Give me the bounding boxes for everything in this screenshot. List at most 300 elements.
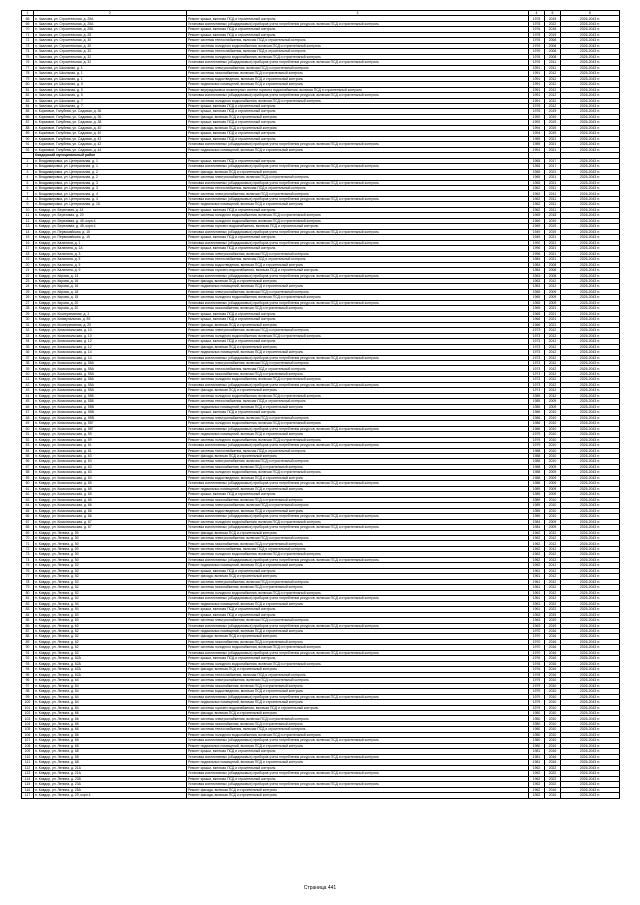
planned-period-cell: 2026-2043 гг.: [561, 32, 620, 37]
last-repair-year-cell: 2019: [545, 120, 561, 125]
work-type-cell: Установка коллективных (общедомовых) приборов учета потребления ресурсов, включая ПСД и строительный контроль: [187, 694, 529, 699]
build-year-cell: 1963: [529, 623, 545, 628]
row-number: 9: [22, 202, 34, 207]
address-cell: п. Кормовое, Голубева, ул. Садовая, д. 44: [34, 147, 187, 152]
work-type-cell: Ремонт системы водоотведения, включая ПСД и строительный контроль: [187, 475, 529, 480]
work-type-cell: Ремонт подвальных помещений, включая ПСД и строительный контроль: [187, 601, 529, 606]
planned-period-cell: 2026-2043 гг.: [561, 65, 620, 70]
address-cell: п. Ковдор, ул. Комсомольская, д. 14: [34, 355, 187, 360]
address-cell: п. Ковдор, ул. Кирова, д. 18: [34, 295, 187, 300]
planned-period-cell: 2026-2043 гг.: [561, 557, 620, 562]
planned-period-cell: 2026-2043 гг.: [561, 503, 620, 508]
work-type-cell: Установка коллективных (общедомовых) приборов учета потребления ресурсов, включая ПСД и строительный контроль: [187, 782, 529, 787]
row-number: 2: [22, 164, 34, 169]
build-year-cell: 1969: [529, 213, 545, 218]
address-cell: п. Владимировка, ул. Центральная, д. 4: [34, 191, 187, 196]
planned-period-cell: 2026-2043 гг.: [561, 125, 620, 130]
build-year-cell: 1973: [529, 333, 545, 338]
last-repair-year-cell: 2010: [545, 459, 561, 464]
work-type-cell: Ремонт системы теплоснабжения, включая ПСД и строительный контроль: [187, 448, 529, 453]
planned-period-cell: 2026-2043 гг.: [561, 623, 620, 628]
row-number: 58: [22, 470, 34, 475]
last-repair-year-cell: 2010: [545, 683, 561, 688]
planned-period-cell: 2026-2043 гг.: [561, 628, 620, 633]
work-type-cell: Ремонт подвальных помещений, включая ПСД и строительный контроль: [187, 628, 529, 633]
row-number: 101: [22, 705, 34, 710]
planned-period-cell: 2026-2043 гг.: [561, 574, 620, 579]
last-repair-year-cell: 2008: [545, 54, 561, 59]
address-cell: п. Ковдор, ул. Комсомольская, д. 63: [34, 475, 187, 480]
row-number: 48: [22, 415, 34, 420]
build-year-cell: 1970: [529, 645, 545, 650]
last-repair-year-cell: 2012: [545, 579, 561, 584]
work-type-cell: Ремонт крыши, включая ПСД и строительный контроль: [187, 339, 529, 344]
address-cell: п. Ковдор, ул. Калинина, д. 1А: [34, 246, 187, 251]
work-type-cell: Ремонт системы электроснабжения, включая ПСД и строительный контроль: [187, 678, 529, 683]
build-year-cell: 1996: [529, 251, 545, 256]
row-number: 7: [22, 191, 34, 196]
work-type-cell: Ремонт системы холодного водоснабжения, включая ПСД и строительный контроль: [187, 54, 529, 59]
planned-period-cell: 2026-2043 гг.: [561, 278, 620, 283]
build-year-cell: 1973: [529, 328, 545, 333]
build-year-cell: 1979: [529, 437, 545, 442]
planned-period-cell: 2026-2043 гг.: [561, 158, 620, 163]
last-repair-year-cell: 2009: [545, 404, 561, 409]
address-cell: п. Ковдор, ул. Комсомольская, д. 14: [34, 350, 187, 355]
build-year-cell: 1980: [529, 716, 545, 721]
address-cell: п. Чкалова, ул. Строительная, д. 25А: [34, 21, 187, 26]
address-cell: п. Ковдор, ул. Комсомольская, д. 55А: [34, 377, 187, 382]
last-repair-year-cell: 2016: [545, 628, 561, 633]
row-number: 19: [22, 257, 34, 262]
build-year-cell: 1963: [529, 273, 545, 278]
address-cell: п. Ковдор, ул. Калинина, д. 3: [34, 251, 187, 256]
work-type-cell: Ремонт крыши, включая ПСД и строительный контроль: [187, 612, 529, 617]
work-type-cell: Ремонт фасада, включая ПСД и строительный контроль: [187, 787, 529, 792]
address-cell: п. Ковдор, ул. Комсомольская, д. 10: [34, 328, 187, 333]
work-type-cell: Установка коллективных (общедомовых) приборов учета потребления ресурсов, включая ПСД и строительный контроль: [187, 514, 529, 519]
row-number: 73: [22, 552, 34, 557]
build-year-cell: 1979: [529, 705, 545, 710]
build-year-cell: 1963: [529, 278, 545, 283]
address-cell: п. Ковдор, ул. Комсомольская, д. 59: [34, 437, 187, 442]
work-type-cell: Установка коллективных (общедомовых) приборов учета потребления ресурсов, включая ПСД и строительный контроль: [187, 382, 529, 387]
planned-period-cell: 2026-2043 гг.: [561, 579, 620, 584]
build-year-cell: 1973: [529, 355, 545, 360]
build-year-cell: 1965: [529, 180, 545, 185]
planned-period-cell: 2026-2043 гг.: [561, 311, 620, 316]
build-year-cell: 1962: [529, 196, 545, 201]
work-type-cell: Ремонт системы холодного водоснабжения, включая ПСД и строительный контроль: [187, 98, 529, 103]
planned-period-cell: 2026-2043 гг.: [561, 218, 620, 223]
row-number: 14: [22, 229, 34, 234]
last-repair-year-cell: 2009: [545, 289, 561, 294]
row-number: 86: [22, 114, 34, 119]
build-year-cell: 1961: [529, 568, 545, 573]
row-number: 44: [22, 393, 34, 398]
work-type-cell: Ремонт системы электроснабжения, включая ПСД и строительный контроль: [187, 716, 529, 721]
address-cell: п. Ковдор, ул. Ленина, д. 62А: [34, 661, 187, 666]
address-cell: п. Ковдор, ул. Ленина, д. 66: [34, 743, 187, 748]
build-year-cell: 1970: [529, 639, 545, 644]
last-repair-year-cell: 2019: [545, 109, 561, 114]
work-type-cell: Ремонт системы электроснабжения, включая ПСД и строительный контроль: [187, 328, 529, 333]
last-repair-year-cell: 2017: [545, 164, 561, 169]
last-repair-year-cell: 2021: [545, 142, 561, 147]
row-number: 80: [22, 590, 34, 595]
build-year-cell: 1980: [529, 721, 545, 726]
row-number: 56: [22, 459, 34, 464]
planned-period-cell: 2026-2043 гг.: [561, 246, 620, 251]
row-number: 90: [22, 645, 34, 650]
row-number: 39: [22, 366, 34, 371]
work-type-cell: Ремонт системы электроснабжения, включая ПСД и строительный контроль: [187, 503, 529, 508]
planned-period-cell: 2026-2043 гг.: [561, 536, 620, 541]
build-year-cell: 1980: [529, 738, 545, 743]
address-cell: п. Ковдор, ул. Комсомольская, д. 63: [34, 459, 187, 464]
address-cell: п. Ковдор, ул. Ленина, д. 64: [34, 705, 187, 710]
row-number: 107: [22, 738, 34, 743]
row-number: 12: [22, 218, 34, 223]
address-cell: п. Владимировка, ул. Центральная, д. 15: [34, 202, 187, 207]
planned-period-cell: 2026-2043 гг.: [561, 164, 620, 169]
last-repair-year-cell: 2009: [545, 399, 561, 404]
address-cell: п. Ковдор, ул. Ленина, д. 66: [34, 732, 187, 737]
row-number: 89: [22, 131, 34, 136]
build-year-cell: 1961: [529, 590, 545, 595]
row-number: 32: [22, 328, 34, 333]
last-repair-year-cell: 2010: [545, 721, 561, 726]
row-number: 10: [22, 207, 34, 212]
last-repair-year-cell: 2010: [545, 508, 561, 513]
address-cell: п. Ковдор, ул. Ленина, д. 62А: [34, 667, 187, 672]
row-number: 71: [22, 32, 34, 37]
last-repair-year-cell: 2010: [545, 743, 561, 748]
last-repair-year-cell: 2010: [545, 711, 561, 716]
work-type-cell: Установка коллективных (общедомовых) приборов учета потребления ресурсов, включая ПСД и строительный контроль: [187, 229, 529, 234]
build-year-cell: 1984: [529, 262, 545, 267]
work-type-cell: Ремонт системы теплоснабжения, включая ПСД и строительный контроль: [187, 186, 529, 191]
build-year-cell: 1976: [529, 60, 545, 65]
work-type-cell: Установка коллективных (общедомовых) приборов учета потребления ресурсов, включая ПСД и строительный контроль: [187, 93, 529, 98]
work-type-cell: Ремонт системы теплоснабжения, включая ПСД и строительный контроль: [187, 257, 529, 262]
address-cell: п. Ковдор, ул. Ленина, д. 64: [34, 694, 187, 699]
last-repair-year-cell: 2012: [545, 530, 561, 535]
row-number: 113: [22, 771, 34, 776]
address-cell: п. Ковдор, ул. Ленина, д. 60: [34, 618, 187, 623]
work-type-cell: Ремонт подвальных помещений, включая ПСД и строительный контроль: [187, 700, 529, 705]
work-type-cell: Ремонт системы газоснабжения, включая ПСД и строительный контроль: [187, 721, 529, 726]
last-repair-year-cell: 2012: [545, 546, 561, 551]
planned-period-cell: 2026-2043 гг.: [561, 16, 620, 21]
table-body: [22, 11, 620, 799]
address-cell: п. Чкалова, ул. Школьная, д. 7: [34, 103, 187, 108]
build-year-cell: 1989: [529, 142, 545, 147]
work-type-cell: Ремонт фасада, включая ПСД и строительный контроль: [187, 453, 529, 458]
address-cell: п. Ковдор, ул. Ленина, д. 54: [34, 601, 187, 606]
address-cell: п. Ковдор, ул. Комсомольская, д. 66: [34, 508, 187, 513]
planned-period-cell: 2026-2043 гг.: [561, 136, 620, 141]
last-repair-year-cell: 2012: [545, 568, 561, 573]
row-number: 90: [22, 136, 34, 141]
row-number: 49: [22, 421, 34, 426]
work-type-cell: Ремонт системы газоснабжения, включая ПСД и строительный контроль: [187, 306, 529, 311]
planned-period-cell: 2026-2043 гг.: [561, 716, 620, 721]
build-year-cell: 1949: [529, 229, 545, 234]
planned-period-cell: 2026-2043 гг.: [561, 213, 620, 218]
last-repair-year-cell: 2021: [545, 251, 561, 256]
planned-period-cell: 2026-2043 гг.: [561, 678, 620, 683]
table-row: [22, 793, 620, 798]
address-cell: п. Ковдор, ул. Ленина, д. 29, корп.4: [34, 793, 187, 798]
work-type-cell: Ремонт подвальных помещений, включая ПСД и строительный контроль: [187, 147, 529, 152]
build-year-cell: 1973: [529, 388, 545, 393]
row-number: 24: [22, 284, 34, 289]
row-number: 88: [22, 125, 34, 130]
planned-period-cell: 2026-2043 гг.: [561, 196, 620, 201]
last-repair-year-cell: 2012: [545, 328, 561, 333]
work-type-cell: Ремонт системы холодного водоснабжения, включая ПСД и строительный контроль: [187, 732, 529, 737]
build-year-cell: 1963: [529, 284, 545, 289]
last-repair-year-cell: 2010: [545, 497, 561, 502]
address-cell: п. Ковдор, ул. Кирова, д. 16: [34, 278, 187, 283]
last-repair-year-cell: 2012: [545, 361, 561, 366]
last-repair-year-cell: 2019: [545, 224, 561, 229]
address-cell: п. Ковдор, ул. Ленина, д. 50: [34, 546, 187, 551]
address-cell: п. Чкалова, ул. Школьная, д. 7: [34, 98, 187, 103]
planned-period-cell: 2026-2043 гг.: [561, 639, 620, 644]
address-cell: п. Ковдор, ул. Комсомольская, д. 65: [34, 486, 187, 491]
row-number: 115: [22, 782, 34, 787]
address-cell: п. Ковдор, ул. Комсомольская, д. 55Г: [34, 421, 187, 426]
row-number: 111: [22, 760, 34, 765]
last-repair-year-cell: 2009: [545, 486, 561, 491]
build-year-cell: 1989: [529, 503, 545, 508]
row-number: 3: [22, 169, 34, 174]
planned-period-cell: 2026-2043 гг.: [561, 530, 620, 535]
address-cell: п. Ковдор, ул. Комсомольская, д. 55А: [34, 382, 187, 387]
address-cell: п. Ковдор, ул. Кирова, д. 20: [34, 306, 187, 311]
address-cell: п. Ковдор, ул. Комсомольская, д. 66: [34, 514, 187, 519]
address-cell: п. Ковдор, ул. Ленина, д. 66: [34, 721, 187, 726]
build-year-cell: 1988: [529, 453, 545, 458]
row-number: 15: [22, 235, 34, 240]
address-cell: п. Ковдор, ул. Ленина, д. 68: [34, 754, 187, 759]
address-cell: п. Ковдор, ул. Береговая, д. 14: [34, 207, 187, 212]
last-repair-year-cell: 2012: [545, 536, 561, 541]
last-repair-year-cell: 2012: [545, 574, 561, 579]
address-cell: п. Ковдор, ул. Березовая, д. 20: [34, 213, 187, 218]
work-type-cell: Ремонт подвальных помещений, включая ПСД и строительный контроль: [187, 404, 529, 409]
address-cell: п. Кормовое, Голубева, ул. Садовая, д. 42: [34, 136, 187, 141]
work-type-cell: Ремонт фасада, включая ПСД и строительный контроль: [187, 169, 529, 174]
address-cell: п. Кормовое, Голубева, ул. Садовая, д. 40: [34, 125, 187, 130]
planned-period-cell: 2026-2043 гг.: [561, 607, 620, 612]
row-number: 80: [22, 82, 34, 87]
planned-period-cell: 2026-2043 гг.: [561, 492, 620, 497]
planned-period-cell: 2026-2043 гг.: [561, 339, 620, 344]
last-repair-year-cell: 2021: [545, 306, 561, 311]
row-number: 93: [22, 661, 34, 666]
last-repair-year-cell: 2010: [545, 700, 561, 705]
work-type-cell: Ремонт крыши, включая ПСД и строительный контроль: [187, 32, 529, 37]
address-cell: п. Ковдор, ул. Ленина, д. 64: [34, 678, 187, 683]
row-number: 76: [22, 568, 34, 573]
build-year-cell: 1980: [529, 732, 545, 737]
last-repair-year-cell: 2018: [545, 213, 561, 218]
row-number: 98: [22, 689, 34, 694]
build-year-cell: 1989: [529, 136, 545, 141]
row-number: 103: [22, 716, 34, 721]
address-cell: п. Ковдор, ул. Комсомольская, д. 55В: [34, 404, 187, 409]
build-year-cell: 1975: [529, 32, 545, 37]
address-cell: п. Чкалова, ул. Строительная, д. 25Б: [34, 27, 187, 32]
row-number: 6: [22, 186, 34, 191]
build-year-cell: 1966: [529, 317, 545, 322]
last-repair-year-cell: 2012: [545, 388, 561, 393]
row-number: 82: [22, 93, 34, 98]
planned-period-cell: 2026-2043 гг.: [561, 683, 620, 688]
last-repair-year-cell: 2021: [545, 322, 561, 327]
address-cell: п. Ковдор, ул. Ленина, д. 50: [34, 557, 187, 562]
planned-period-cell: 2026-2043 гг.: [561, 273, 620, 278]
last-repair-year-cell: 2018: [545, 27, 561, 32]
work-type-cell: Ремонт системы холодного водоснабжения, включая ПСД и строительный контроль: [187, 377, 529, 382]
work-type-cell: Ремонт фасада, включая ПСД и строительный контроль: [187, 125, 529, 130]
address-cell: п. Владимировка, ул. Центральная, д. 1: [34, 164, 187, 169]
build-year-cell: 1992: [529, 114, 545, 119]
build-year-cell: 1961: [529, 585, 545, 590]
planned-period-cell: 2026-2043 гг.: [561, 514, 620, 519]
last-repair-year-cell: 2010: [545, 694, 561, 699]
row-number: 77: [22, 574, 34, 579]
planned-period-cell: 2026-2043 гг.: [561, 175, 620, 180]
row-number: 106: [22, 732, 34, 737]
work-type-cell: Ремонт системы электроснабжения, включая ПСД и строительный контроль: [187, 65, 529, 70]
row-number: 116: [22, 787, 34, 792]
build-year-cell: 1976: [529, 667, 545, 672]
address-cell: п. Ковдор, ул. Кирова, д. 18: [34, 289, 187, 294]
address-cell: п. Ковдор, ул. Комсомольская, д. 55А: [34, 361, 187, 366]
planned-period-cell: 2026-2043 гг.: [561, 98, 620, 103]
build-year-cell: 1969: [529, 218, 545, 223]
row-number: 71: [22, 541, 34, 546]
row-number: 96: [22, 678, 34, 683]
work-type-cell: Ремонт системы водоотведения, включая ПСД и строительный контроль: [187, 76, 529, 81]
build-year-cell: 1979: [529, 432, 545, 437]
build-year-cell: 1973: [529, 361, 545, 366]
last-repair-year-cell: 2012: [545, 339, 561, 344]
build-year-cell: 1992: [529, 120, 545, 125]
planned-period-cell: 2026-2043 гг.: [561, 749, 620, 754]
last-repair-year-cell: 2019: [545, 125, 561, 130]
build-year-cell: 1962: [529, 191, 545, 196]
work-type-cell: Ремонт системы холодного водоснабжения, включая ПСД и строительный контроль: [187, 590, 529, 595]
address-cell: п. Владимировка, ул. Центральная, д. 1: [34, 158, 187, 163]
last-repair-year-cell: 2009: [545, 519, 561, 524]
address-cell: п. Ковдор, ул. Кирова, д. 14: [34, 273, 187, 278]
build-year-cell: 1962: [529, 776, 545, 781]
row-number: 99: [22, 694, 34, 699]
row-number: 89: [22, 639, 34, 644]
planned-period-cell: 2026-2043 гг.: [561, 656, 620, 661]
work-type-cell: Ремонт крыши, включая ПСД и строительный контроль: [187, 109, 529, 114]
planned-period-cell: 2026-2043 гг.: [561, 87, 620, 92]
address-cell: п. Ковдор, ул. Ленина, д. 50: [34, 530, 187, 535]
row-number: 105: [22, 727, 34, 732]
last-repair-year-cell: 2010: [545, 705, 561, 710]
planned-period-cell: 2026-2043 гг.: [561, 328, 620, 333]
planned-period-cell: 2026-2043 гг.: [561, 612, 620, 617]
build-year-cell: 1994: [529, 131, 545, 136]
planned-period-cell: 2026-2043 гг.: [561, 453, 620, 458]
build-year-cell: 1988: [529, 475, 545, 480]
work-type-cell: Ремонт системы холодного водоснабжения, включая ПСД и строительный контроль: [187, 393, 529, 398]
build-year-cell: 1962: [529, 782, 545, 787]
address-cell: п. Ковдор, ул. Комсомольская, д. 67: [34, 519, 187, 524]
last-repair-year-cell: 2017: [545, 158, 561, 163]
address-cell: п. Ковдор, ул. Комсомольская, д. 55Г: [34, 426, 187, 431]
address-cell: п. Ковдор, ул. Комсомольская, д. 67: [34, 525, 187, 530]
address-cell: п. Ковдор, ул. Ленина, д. 66: [34, 711, 187, 716]
address-cell: п. Ковдор, ул. Ленина, д. 64: [34, 700, 187, 705]
planned-period-cell: 2026-2043 гг.: [561, 27, 620, 32]
planned-period-cell: 2026-2043 гг.: [561, 525, 620, 530]
build-year-cell: 1979: [529, 689, 545, 694]
last-repair-year-cell: 2016: [545, 656, 561, 661]
address-cell: п. Ковдор, ул. Комсомольская, д. 63: [34, 453, 187, 458]
row-number: 67: [22, 519, 34, 524]
work-type-cell: Ремонт крыши, включая ПСД и строительный контроль: [187, 27, 529, 32]
row-number: 62: [22, 492, 34, 497]
build-year-cell: 1985: [529, 404, 545, 409]
row-number: 75: [22, 54, 34, 59]
work-type-cell: Ремонт системы холодного водоснабжения, включая ПСД и строительный контроль: [187, 661, 529, 666]
planned-period-cell: 2026-2043 гг.: [561, 568, 620, 573]
planned-period-cell: 2026-2043 гг.: [561, 355, 620, 360]
last-repair-year-cell: 2012: [545, 278, 561, 283]
planned-period-cell: 2026-2043 гг.: [561, 93, 620, 98]
work-type-cell: Ремонт системы холодного водоснабжения, включая ПСД и строительный контроль: [187, 552, 529, 557]
last-repair-year-cell: 2012: [545, 284, 561, 289]
address-cell: п. Ковдор, ул. Комсомольская, д. 55Б: [34, 393, 187, 398]
row-number: 36: [22, 350, 34, 355]
work-type-cell: Ремонт подвальных помещений, включая ПСД и строительный контроль: [187, 350, 529, 355]
address-cell: п. Ковдор, ул. Ленина, д. 54: [34, 607, 187, 612]
planned-period-cell: 2026-2043 гг.: [561, 382, 620, 387]
work-type-cell: Ремонт крыши, включая ПСД и строительный контроль: [187, 120, 529, 125]
address-cell: п. Ковдор, ул. Калинина, д. 1: [34, 240, 187, 245]
last-repair-year-cell: 2021: [545, 240, 561, 245]
last-repair-year-cell: 2010: [545, 415, 561, 420]
build-year-cell: 1962: [529, 557, 545, 562]
address-cell: п. Ковдор, ул. Ленина, д. 25А: [34, 787, 187, 792]
row-number: 110: [22, 754, 34, 759]
work-type-cell: Установка коллективных (общедомовых) приборов учета потребления ресурсов, включая ПСД и строительный контроль: [187, 596, 529, 601]
planned-period-cell: 2026-2043 гг.: [561, 705, 620, 710]
work-type-cell: Установка коллективных (общедомовых) приборов учета потребления ресурсов, включая ПСД и строительный контроль: [187, 771, 529, 776]
last-repair-year-cell: 2019: [545, 229, 561, 234]
address-cell: п. Ковдор, ул. Комсомольская, д. 10: [34, 333, 187, 338]
row-number: 109: [22, 749, 34, 754]
address-cell: п. Ковдор, ул. Березовая, д. 45, корп.4: [34, 218, 187, 223]
row-number: 87: [22, 628, 34, 633]
work-type-cell: Ремонт крыши, включая ПСД и строительный контроль: [187, 776, 529, 781]
build-year-cell: 1981: [529, 754, 545, 759]
work-type-cell: Установка коллективных (общедомовых) приборов учета потребления ресурсов, включая ПСД и строительный контроль: [187, 557, 529, 562]
build-year-cell: 1962: [529, 186, 545, 191]
last-repair-year-cell: 2010: [545, 689, 561, 694]
